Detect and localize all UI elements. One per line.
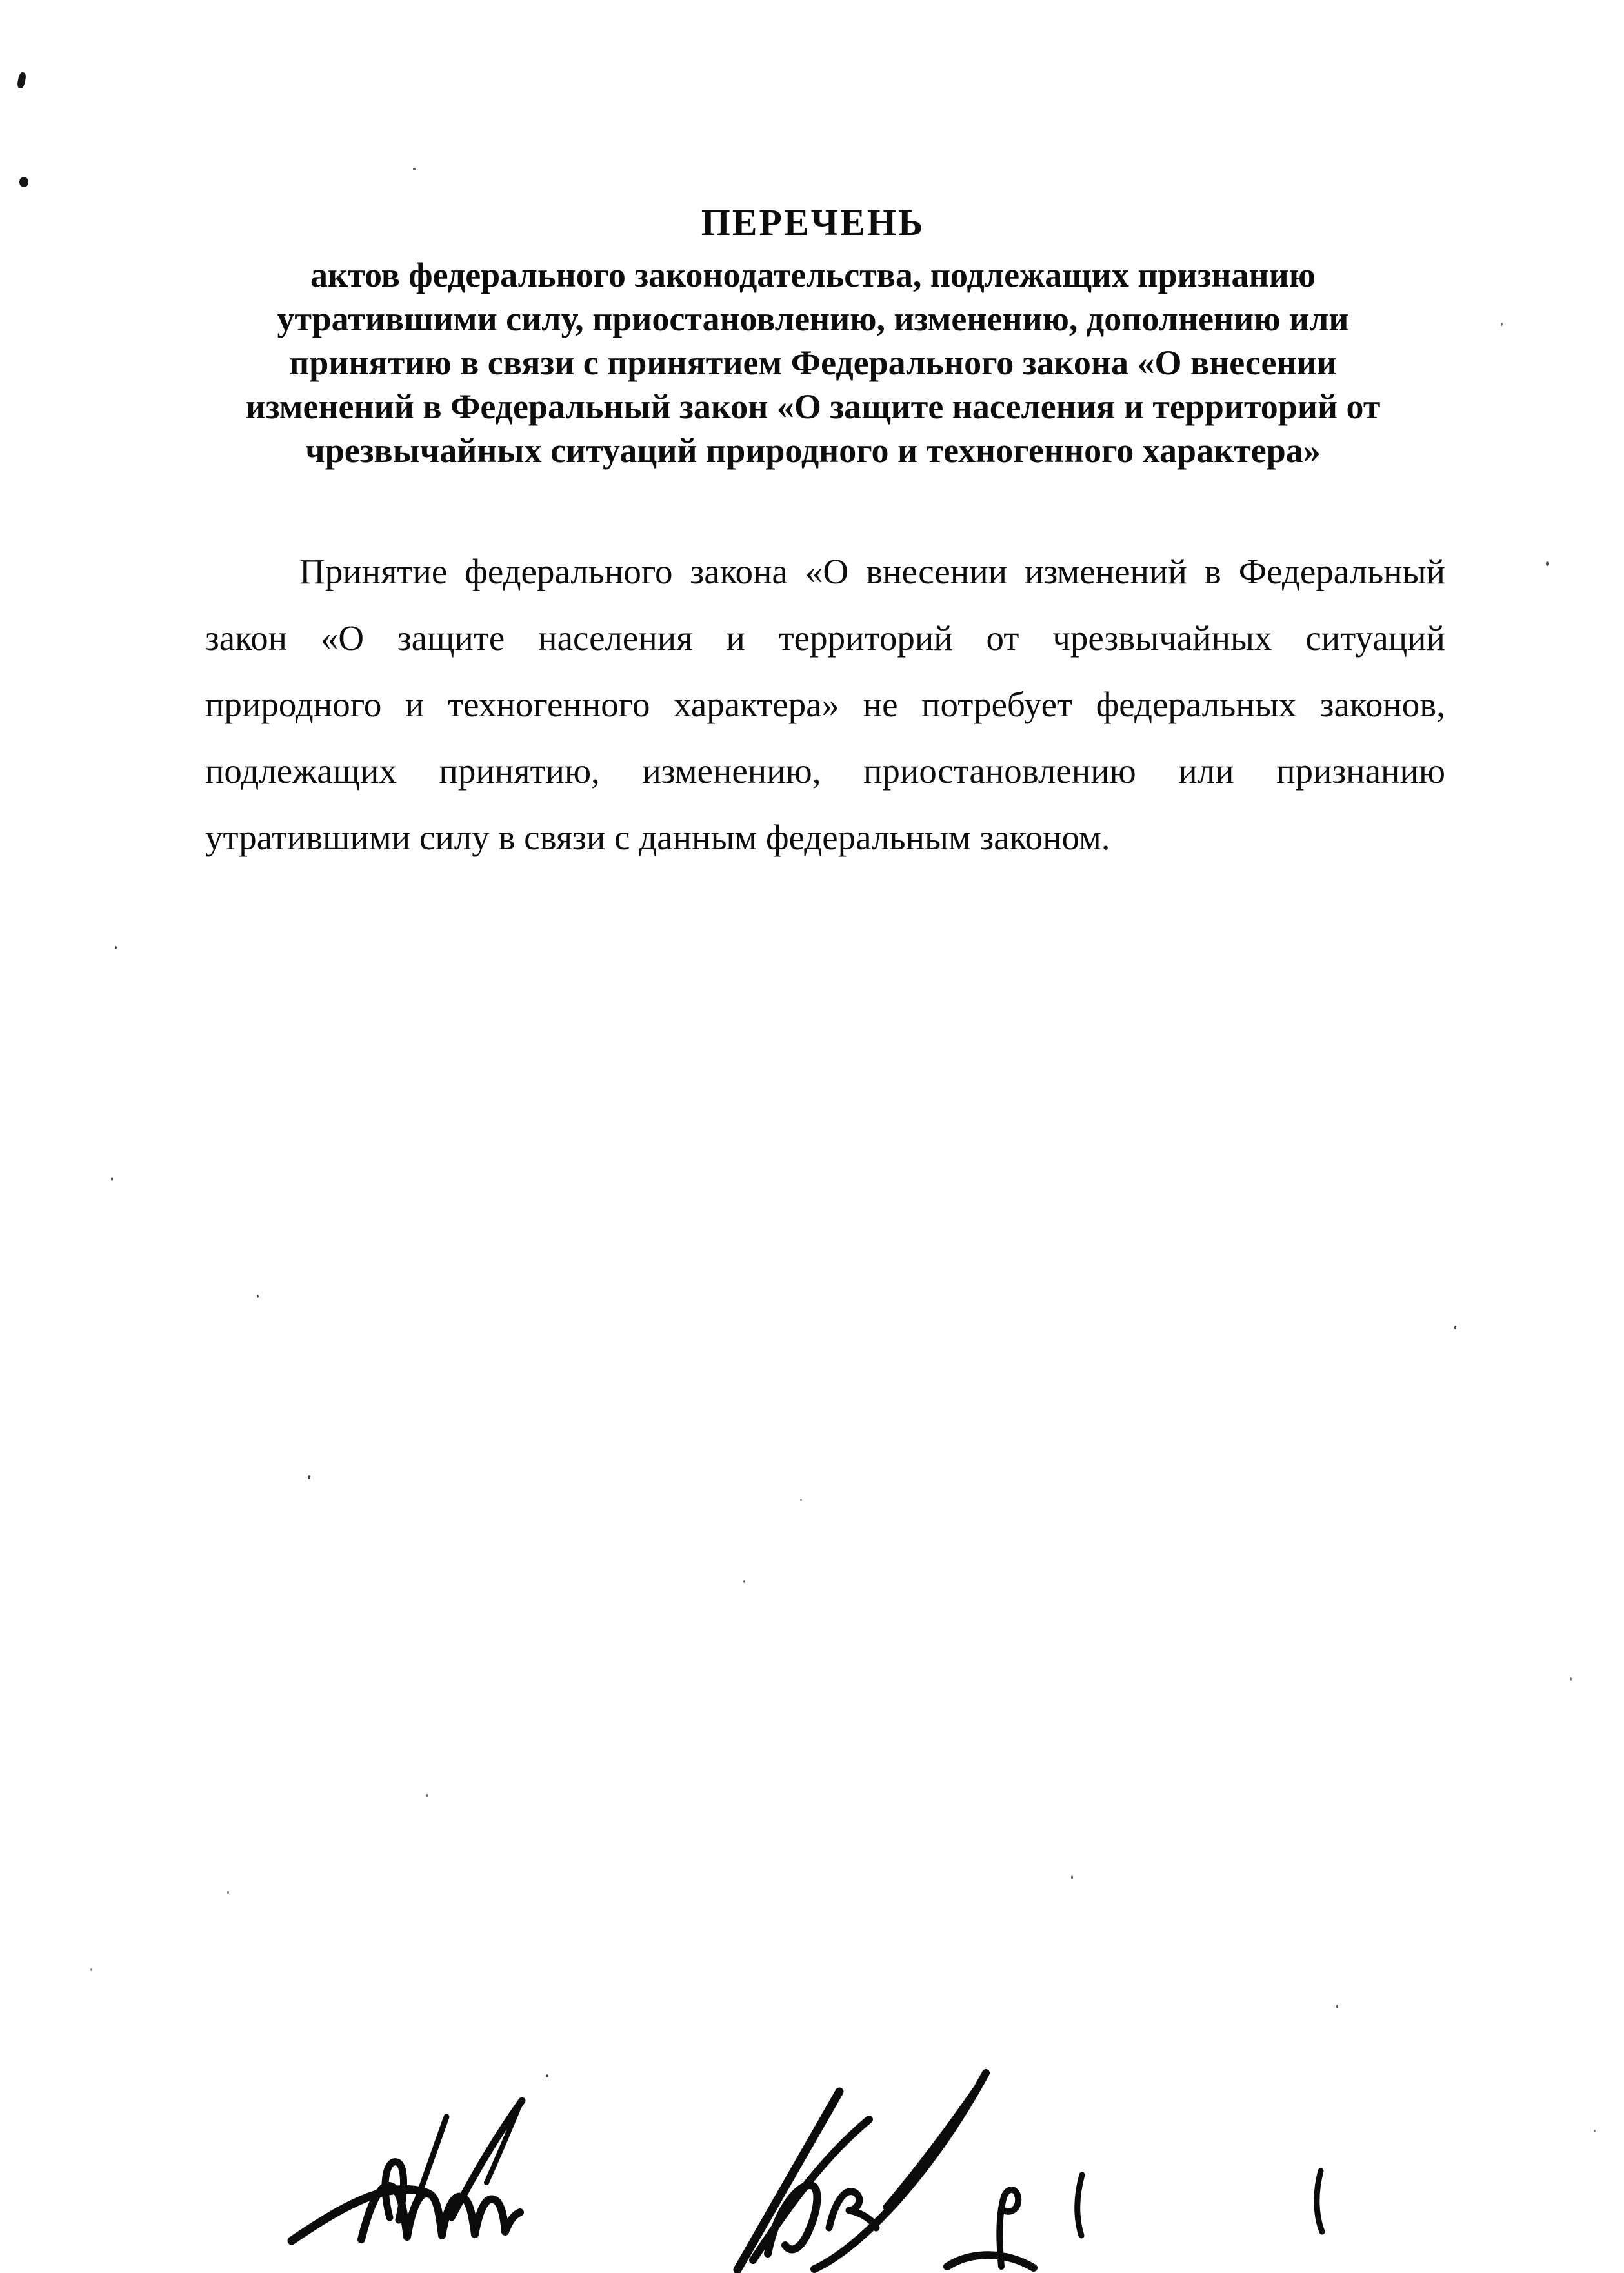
ink-speck — [308, 1475, 310, 1479]
ink-speck — [546, 2074, 548, 2077]
subtitle-line: актов федерального законодательства, подлежащих признанию — [310, 256, 1316, 294]
flourish-ink — [947, 2190, 1034, 2268]
signature-left-ink — [292, 2101, 522, 2241]
ink-speck — [413, 168, 416, 170]
ink-speck — [1454, 1326, 1456, 1329]
pen-stroke-icon — [1078, 2175, 1082, 2236]
ink-speck — [1501, 323, 1503, 326]
ink-speck — [111, 1177, 113, 1181]
ink-speck — [743, 1580, 745, 1583]
subtitle-line: чрезвычайных ситуаций природного и техногенного характера» — [305, 431, 1321, 470]
ink-speck — [800, 1499, 802, 1501]
ink-speck — [90, 1968, 92, 1971]
ink-speck — [1071, 1875, 1073, 1879]
ink-speck — [17, 72, 27, 89]
subtitle-line: утратившими силу, приостановлению, изменению, дополнению или — [277, 299, 1349, 338]
ink-speck — [426, 1794, 428, 1797]
ink-speck — [19, 177, 28, 187]
paragraph-line: подлежащих принятию, изменению, приостановлению или признанию — [205, 751, 1445, 791]
ink-speck — [1570, 1677, 1572, 1681]
subtitle-line: принятию в связи с принятием Федерального закона «О внесении — [289, 343, 1337, 382]
ink-speck — [227, 1891, 229, 1894]
ink-speck — [1594, 2130, 1596, 2132]
document-subtitle — [194, 253, 1432, 472]
ink-speck — [1546, 561, 1549, 566]
body-paragraph — [205, 538, 1445, 871]
paragraph-line: Принятие федерального закона «О внесении изменений в Федеральный — [299, 552, 1445, 591]
pen-stroke-icon — [1317, 2171, 1322, 2232]
ink-speck — [115, 946, 117, 949]
paragraph-line: закон «О защите населения и территорий от чрезвычайных ситуаций — [205, 618, 1445, 658]
ink-speck — [257, 1295, 259, 1298]
ink-speck — [1336, 2005, 1338, 2008]
subtitle-line: изменений в Федеральный закон «О защите населения и территорий от — [245, 387, 1381, 426]
signatures-area — [258, 2026, 1387, 2273]
paragraph-line: природного и техногенного характера» не потребует федеральных законов, — [205, 685, 1445, 724]
signature-right-ink — [737, 2073, 986, 2270]
paragraph-line: утратившими силу в связи с данным федеральным законом. — [205, 818, 1110, 857]
document-title: ПЕРЕЧЕНЬ — [701, 201, 925, 243]
